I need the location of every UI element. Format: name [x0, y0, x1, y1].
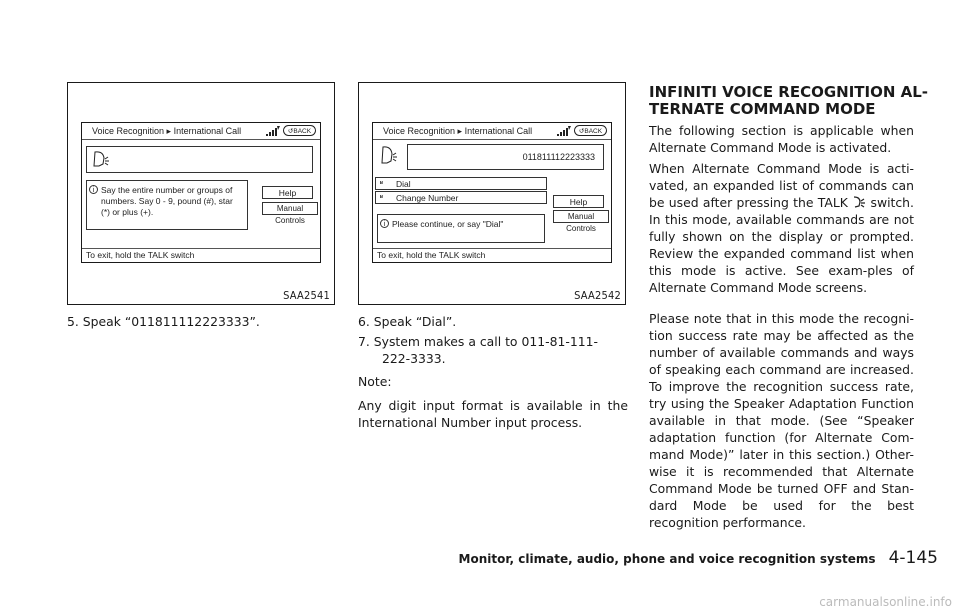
- number-input-box: 011811112223333: [407, 144, 604, 170]
- figure-label: SAA2541: [283, 289, 330, 302]
- speaking-head-icon: [91, 150, 111, 170]
- prompt-box: [86, 180, 248, 230]
- section-heading-line-1: INFINITI VOICE RECOGNITION AL-: [649, 83, 929, 101]
- speaking-head-icon: [379, 145, 399, 169]
- paragraph-2-part-1: When Alternate Command Mode is acti-vated, an expanded list of commands can be used after pressing the TALK: [649, 161, 914, 210]
- manual-controls-button[interactable]: Manual Controls: [262, 202, 318, 215]
- screen-footer: To exit, hold the TALK switch: [373, 248, 611, 262]
- page-footer: [459, 548, 938, 568]
- signal-strength-icon: [266, 126, 280, 136]
- figure-saa2542: [358, 82, 626, 305]
- manual-controls-button[interactable]: Manual Controls: [553, 210, 609, 223]
- back-button[interactable]: ↺BACK: [574, 125, 607, 136]
- prompt-text: Please continue, or say "Dial": [392, 219, 504, 229]
- watermark: carmanualsonline.info: [819, 595, 952, 609]
- voice-command-icon: ʶ: [380, 179, 383, 188]
- paragraph-2-part-2: switch. In this mode, available commands are not fully shown on the display or prompted. Review the expanded command list when this mode is active. See exam-ples of Alternate Command Mode screens.: [649, 195, 914, 295]
- signal-strength-icon: [557, 126, 571, 136]
- paragraph-3: Please note that in this mode the recogni-tion success rate may be affected as the number of available commands and ways of speaking each command are increased. To improve the recognition success rate, try using the Speaker Adaptation Function available in that mode. (See “Speaker adaptation function (for Alternate Com-mand Mode)” later in this section.) Other-wise it is recommended that Alternate Command Mode be turned OFF and Stan-dard Mode be used for the best recognition performance.: [649, 311, 914, 530]
- figure-label: SAA2542: [574, 289, 621, 302]
- info-icon: i: [380, 219, 389, 228]
- command-change-number[interactable]: ʶ Change Number: [375, 191, 547, 204]
- talk-switch-icon: [852, 196, 866, 209]
- step-5: 5. Speak “011811112223333”.: [67, 314, 260, 329]
- prompt-box: [377, 214, 545, 243]
- screen-header: Voice Recognition ▸ International Call: [82, 123, 320, 140]
- info-icon: i: [89, 185, 98, 194]
- voice-recognition-screen: [81, 122, 321, 263]
- note-text: Any digit input format is available in the International Number input process.: [358, 398, 628, 430]
- back-icon: ↺: [578, 128, 585, 135]
- section-title: Monitor, climate, audio, phone and voice recognition systems: [458, 552, 876, 566]
- screen-header: Voice Recognition ▸ International Call: [373, 123, 611, 140]
- help-button[interactable]: Help: [262, 186, 313, 199]
- voice-recognition-screen: [372, 122, 612, 263]
- command-dial[interactable]: ʶ Dial: [375, 177, 547, 190]
- voice-command-icon: ʶ: [380, 193, 383, 202]
- step-7-line-2: 222-3333.: [382, 351, 446, 366]
- help-button[interactable]: Help: [553, 195, 604, 208]
- figure-saa2541: [67, 82, 335, 305]
- section-heading-line-2: TERNATE COMMAND MODE: [649, 100, 876, 118]
- note-label: Note:: [358, 374, 392, 389]
- back-icon: ↺: [287, 128, 294, 135]
- paragraph-1: The following section is applicable when Alternate Command Mode is activated.: [649, 123, 914, 155]
- number-input-box: [86, 146, 313, 173]
- page-number: 4-145: [888, 548, 938, 568]
- back-button[interactable]: ↺BACK: [283, 125, 316, 136]
- prompt-text: Say the entire number or groups of numbers. Say 0 - 9, pound (#), star (*) or plus (+).: [101, 185, 233, 217]
- step-7-line-1: 7. System makes a call to 011-81-111-: [358, 334, 598, 349]
- step-6: 6. Speak “Dial”.: [358, 314, 457, 329]
- screen-footer: To exit, hold the TALK switch: [82, 248, 320, 262]
- paragraph-2: [649, 160, 914, 296]
